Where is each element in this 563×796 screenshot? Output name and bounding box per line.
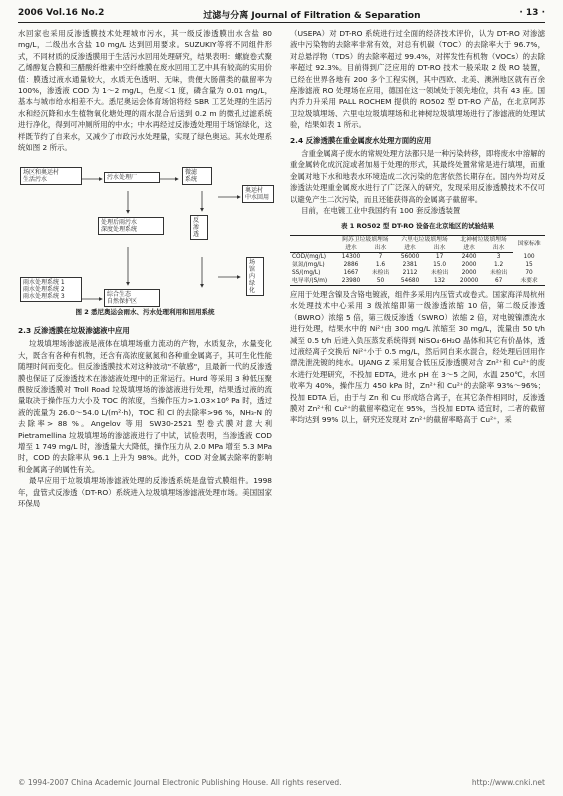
- table-row: [290, 261, 545, 269]
- table-cell: 67: [484, 277, 513, 286]
- row-label: COD/(mg/L): [292, 253, 327, 260]
- row-label: SS/(mg/L): [292, 269, 321, 276]
- table-cell: 2000: [461, 261, 477, 268]
- table-sub-header: 进水: [395, 244, 425, 253]
- table-sub-header: 出水: [484, 244, 513, 253]
- table-row: [290, 269, 545, 277]
- table-group-header: 六里屯垃圾填埋场: [395, 235, 454, 244]
- table-sub-header: 出水: [425, 244, 454, 253]
- table-group-header: 北神树垃圾填埋场: [454, 235, 513, 244]
- box-label: 处理后雨污水 深度处理系统: [101, 219, 138, 234]
- table-body: [290, 252, 545, 285]
- table-cell: 2112: [402, 269, 418, 276]
- table-sub-header: 进水: [336, 244, 366, 253]
- table-sub-header: 进水: [454, 244, 484, 253]
- box-label: 反 渗 透: [193, 217, 200, 239]
- footer-url: http://www.cnki.net: [471, 778, 545, 787]
- table-cell: 132: [425, 277, 454, 286]
- box-label: 污水处理厂: [107, 174, 138, 182]
- table-cell: 未检出: [489, 269, 508, 276]
- box-reclaimed-water: [242, 185, 274, 203]
- table-cell: 14300: [341, 253, 361, 260]
- table-cell: 100: [523, 253, 535, 260]
- table-cell: 2886: [343, 261, 359, 268]
- box-rainwater-systems: [20, 277, 82, 302]
- page-header: [18, 8, 545, 23]
- row-label: 电导率/(S/m): [290, 277, 336, 286]
- figure-2: [18, 157, 272, 417]
- section-heading-2-3: 2.3 反渗透膜在垃圾渗滤液中应用: [18, 325, 130, 335]
- table-caption: 表 1 RO502 型 DT-RO 设备在北京地区的试验结果: [340, 221, 495, 230]
- table-cell: 3: [496, 253, 501, 260]
- results-table: [290, 235, 545, 286]
- section-heading-2-4: 2.4 反渗透膜在重金属废水处理方面的应用: [290, 135, 432, 145]
- box-label: 奥运村 中水回用: [245, 187, 270, 202]
- box-label: 综合生态 自然保护区: [107, 291, 138, 306]
- box-venue-greening: [246, 257, 264, 296]
- paragraph: 含重金属离子废水的常规处理方法都只是一种污染转移，即将废水中溶解的重金属转化成沉淀或者加易于处理的形式，其最终处置常常是进行填埋，而重金属对地下水和地表水环境造成二次污染的危害依然长期存在。国内外均对反渗透法处理重金属废水进行了广泛深入的研究，发现采用反渗透膜技术不仅可以避免产生二次污染，而且还能获得高的金属离子截留率。: [290, 149, 545, 204]
- table-cell: 50: [366, 277, 395, 286]
- table-sub-header: 出水: [366, 244, 395, 253]
- box-reverse-osmosis: [190, 215, 208, 240]
- paragraph: 最早应用于垃圾填埋场渗滤液处理的反渗透系统是盘管式膜组件。1998 年，盘管式反渗透（DT-RO）系统进入垃圾填埋场渗滤液处理市场。美国国家环保局: [18, 476, 272, 508]
- table-cell: 15: [525, 261, 533, 268]
- table-header-blank: [290, 235, 336, 244]
- box-eco-reserve: [104, 289, 160, 307]
- table-cell: 2381: [402, 261, 418, 268]
- row-label: 氨氮/(mg/L): [292, 261, 325, 268]
- left-column: [18, 28, 272, 509]
- volume-info: 2006 Vol.16 No.2: [18, 8, 105, 18]
- table-cell: 1667: [343, 269, 359, 276]
- copyright-text: © 1994-2007 China Academic Journal Electronic Publishing House. All rights reserved.: [18, 778, 342, 787]
- table-cell: 15.0: [433, 261, 447, 268]
- box-village-sewage: [20, 167, 82, 185]
- box-label: 微滤 系统: [185, 169, 198, 184]
- table-header-blank: [290, 244, 336, 253]
- table-row: [290, 277, 545, 286]
- table-cell: 2400: [461, 253, 477, 260]
- journal-title: 过滤与分离 Journal of Filtration & Separation: [203, 11, 421, 21]
- box-microfiltration: [182, 167, 212, 185]
- table-cell: 1.2: [494, 261, 504, 268]
- table-cell: 未检出: [430, 269, 449, 276]
- box-advanced-treatment: [98, 217, 164, 235]
- paragraph: 应用于处理含镍及含铬电镀液，组件多采用内压管式或卷式。国家海洋局杭州水处理技术中心采用 3 级浓缩即第一级渗透浓缩 10 倍，第二级反渗透（BWRO）浓缩 5 倍，第三级反渗透（SWRO）浓缩 2 倍，对电镀镍漂洗水进行处理，结果水中的 Ni²⁺由 300 mg/L 浓缩至 30 mg/L，流量由 50 t/h 减至 0.5 t/h 后进入负压蒸发系统得到 NiSO₄·6H₂O 晶体和其它有价晶体，透过液经离子交换后 Ni²⁺小于 0.5 mg/L，然后同自来水混合，经处理后回用作漂洗泄洗镀的纯水。UJANG Z 采用复合低压反渗透膜对含 Zn²⁺和 Cu²⁺的废水进行处理研究，不投加 EDTA，进水 pH 在 3～5 之间，水温 250℃，水回收率为 40%，操作压力 450 kPa 时，Zn²⁺和 Cu²⁺的去除率 93%～96%；投加 EDTA 后，由于与 Zn 和 Cu 形成络合离子，在其它条件相同时，反渗透膜对 Zn²⁺和 Cu²⁺的截留率稳定在 95%，当投加 EDTA 适宜时，二者的截留率均达到 99% 以上，研究还发现对 Zn²⁺的截留率略高于 Cu²⁺，采: [290, 289, 545, 425]
- table-cell: 20000: [454, 277, 484, 286]
- paragraph: （USEPA）对 DT-RO 系统进行过全面的经济技术评价，认为 DT-RO 对渗滤液中污染物的去除率非常有效，对总有机碳（TOC）的去除率大于 96.7%，对总悬浮物（TDS）的去除率超过 99.4%，对挥发性有机物（VOCs）的去除率超过 92.3%。目前得到广泛应用的 DT-RO 技术一般采取 2 级 RO 装置，已经在世界各地有 200 多个工程实例，其中西欧、北美、澳洲地区就有百余座渗滤液 RO 处理场在应用，德国在这一领域处于领先地位，共有 43 座。国内乔力升采用 PALL ROCHEM 提供的 RO502 型 DT-RO 产品，在北京阿苏卫垃圾填埋场、六里屯垃圾填埋场和北神树垃圾填埋场进行了渗滤液的处理试验，结果如表 1 所示。: [290, 29, 545, 130]
- table-cell: 未要求: [513, 277, 545, 286]
- page-number: · 13 ·: [519, 8, 545, 18]
- box-sewage-plant: [104, 172, 160, 183]
- figure-caption: 图 2 悉尼奥运会雨水、污水处理利用和回用系统: [75, 308, 215, 317]
- table-cell: 7: [378, 253, 383, 260]
- table-cell: 23980: [336, 277, 366, 286]
- table-row: [290, 252, 545, 261]
- paragraph: 水回家也采用反渗透膜技术处理城市污水，其一级反渗透膜出水含盐 80 mg/L，二级出水含盐 10 mg/L 达到回用要求。SUZUKIY等将不同组件形式，不同材质的反渗透膜用于生活污水回用处理研究，结果表明：螺旋卷式聚乙烯醇复合膜和三醋酸纤维素中空纤维膜在废水回用工艺中具有较高的实用价值：膜透过液水通量较大，水质无色透明、无味，贵便大肠菌类的截留率为 100%，渗透液 COD 为 1～2 mg/L，色度＜1 度，磷含量为 0.01 mg/L，基本与城市给水相差不大。悉尼奥运会体育场馆将经 SBR 工艺处理的生活污水和经沉降和水生植物氧化塘处理的雨水混合后送到 0.2 m 的微孔过滤系统进行净化，得到可冲厕所用的中水；中水再经过反渗透处理用于场馆绿化，这样既节约了自来水，又减少了市政污水处理量，实现了绿色奥运。其水处理系统如图 2 所示。: [18, 29, 272, 153]
- table-cell: 54680: [395, 277, 425, 286]
- right-column: [290, 28, 545, 426]
- box-label: 场 馆 内 绿 化: [249, 259, 256, 295]
- box-label: 场区和奥运村 生活污水: [23, 169, 60, 184]
- table-group-header: 阿苏卫垃圾填埋场: [336, 235, 395, 244]
- table-cell: 70: [525, 269, 533, 276]
- table-cell: 17: [435, 253, 444, 260]
- table-cell: 2000: [461, 269, 477, 276]
- table-cell: 未检出: [371, 269, 390, 276]
- table-std-header: 国家标准: [513, 235, 545, 252]
- table-cell: 56000: [400, 253, 420, 260]
- table-cell: 1.6: [375, 261, 386, 268]
- page-footer: [18, 778, 545, 787]
- box-label: 雨水处理系统 1 雨水处理系统 2 雨水处理系统 3: [23, 279, 65, 301]
- paragraph: 垃圾填埋场渗滤液是液体在填埋场重力流动的产物，水质复杂，水量变化大，既含有各种有机物，还含有高浓度氨氮和各种重金属离子，其可生化性能随埋时间而变化。但反渗透膜技术对这种波动"不敏感"，且最新一代的反渗透膜也保证了反渗透技术在渗滤液处理中的正常运行。Hurd 等采用 3 种低压聚酰胺反渗透膜对 Troll Road 垃圾填埋场的渗滤液进行处理，结果透过液的流量取决于操作压力大小及 TOC 的浓度，当操作压力>1.03×10⁶ Pa 时，透过液的流量为 26.0～54.0 L/(m²·h)，TOC 和 Cl 的去除率>96 %，NH₃-N 的去除率> 88 %。Angelov 等用 SW30-2521 型卷式膜对意大利 Pietramellina 垃圾填埋场的渗滤液进行了中试，试验表明，当渗透液 COD 增至 1 749 mg/L 时，渗透量大大降低，操作压力从 2.0 MPa 增至 5.3 MPa 时，COD 的去除率从 96.1 上升为 98%。此外，COD 对金属去除率的影响和金属离子的属性有关。: [18, 339, 272, 474]
- paragraph: 目前，在电镀工业中我国约有 100 套反渗透装置: [301, 206, 461, 216]
